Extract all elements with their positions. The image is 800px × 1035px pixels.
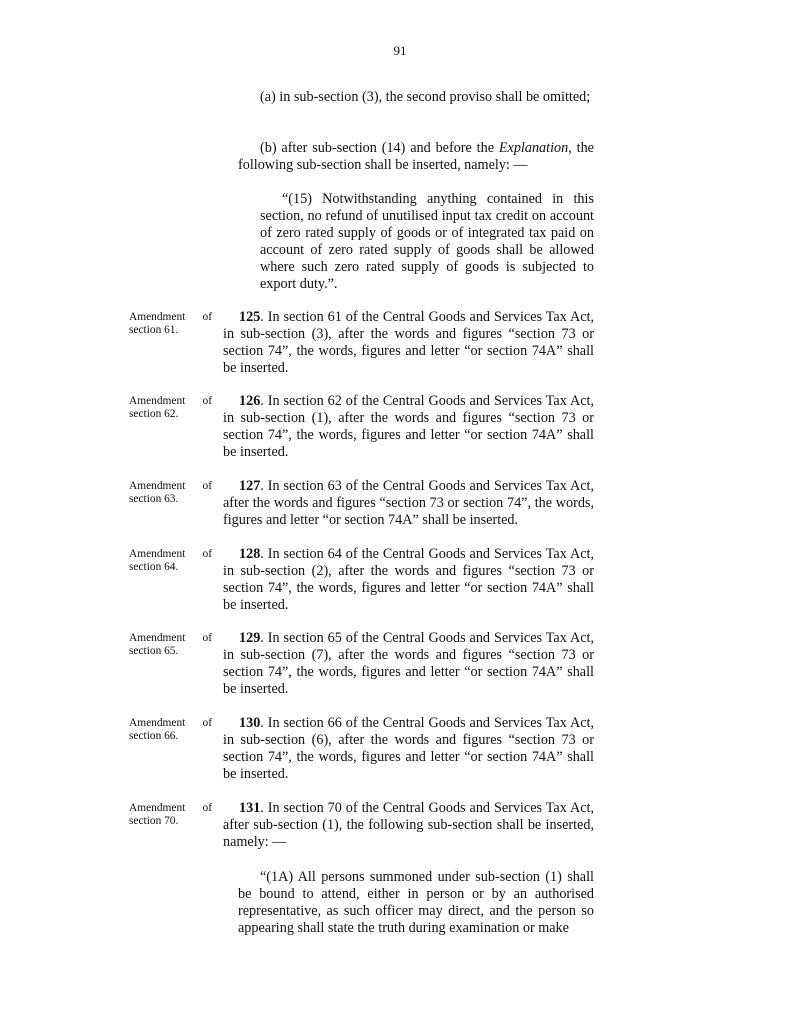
section-text: . In section 70 of the Central Goods and Services Tax Act, after sub-section (1), the following sub-section shall be inserted, namely: — — [223, 800, 594, 850]
quoted-subsection-15: “(15) Notwithstanding anything contained in this section, no refund of unutilised input tax credit on account of zero rated supply of goods or of integrated tax paid on account of zero rated supply of goods shall be allowed where such zero rated supply of goods is subjected to export duty.”. — [260, 191, 594, 292]
section-number: 126 — [239, 393, 261, 409]
margin-note-section-61: Amendment of section 61. — [129, 311, 212, 336]
section-126 — [223, 393, 594, 461]
section-number: 127 — [239, 478, 261, 494]
section-125 — [223, 309, 594, 377]
section-text: . In section 61 of the Central Goods and Services Tax Act, in sub-section (3), after the words and figures “section 73 or section 74”, the words, figures and letter “or section 74A” shall be inserted. — [223, 309, 594, 376]
margin-note-section-62: Amendment of section 62. — [129, 395, 212, 420]
section-129 — [223, 630, 594, 698]
clause-b-explanation: Explanation — [498, 140, 569, 156]
section-127 — [223, 478, 594, 529]
clause-b-before: (b) after sub-section (14) and before the — [260, 140, 499, 156]
section-number: 131 — [239, 800, 261, 816]
section-131 — [223, 800, 594, 851]
section-text: . In section 64 of the Central Goods and Services Tax Act, in sub-section (2), after the words and figures “section 73 or section 74”, the words, figures and letter “or section 74A” shall be inserted. — [223, 546, 594, 613]
margin-note-section-64: Amendment of section 64. — [129, 548, 212, 573]
section-text: . In section 62 of the Central Goods and Services Tax Act, in sub-section (1), after the words and figures “section 73 or section 74”, the words, figures and letter “or section 74A” shall be inserted. — [223, 393, 594, 460]
section-number: 129 — [239, 630, 261, 646]
section-130 — [223, 715, 594, 783]
clause-b-after: , the following sub-section shall be inserted, namely: — — [238, 140, 594, 173]
section-128 — [223, 546, 594, 614]
page-number: 91 — [393, 43, 407, 58]
clause-a: (a) in sub-section (3), the second proviso shall be omitted; — [260, 89, 591, 105]
quoted-subsection-1a: “(1A) All persons summoned under sub-section (1) shall be bound to attend, either in person or by an authorised representative, as such officer may direct, and the person so appearing shall state the truth during examination or make — [238, 869, 594, 936]
margin-note-section-63: Amendment of section 63. — [129, 480, 212, 505]
margin-note-section-66: Amendment of section 66. — [129, 717, 212, 742]
margin-note-section-70: Amendment of section 70. — [129, 802, 212, 827]
section-number: 125 — [239, 309, 261, 325]
section-text: . In section 63 of the Central Goods and Services Tax Act, after the words and figures “section 73 or section 74”, the words, figures and letter “or section 74A” shall be inserted. — [223, 478, 594, 528]
section-number: 130 — [239, 715, 261, 731]
section-text: . In section 65 of the Central Goods and Services Tax Act, in sub-section (7), after the words and figures “section 73 or section 74”, the words, figures and letter “or section 74A” shall be inserted. — [223, 630, 594, 697]
section-number: 128 — [239, 546, 261, 562]
margin-note-section-65: Amendment of section 65. — [129, 632, 212, 657]
section-text: . In section 66 of the Central Goods and Services Tax Act, in sub-section (6), after the words and figures “section 73 or section 74”, the words, figures and letter “or section 74A” shall be inserted. — [223, 715, 594, 782]
clause-b — [238, 140, 594, 174]
